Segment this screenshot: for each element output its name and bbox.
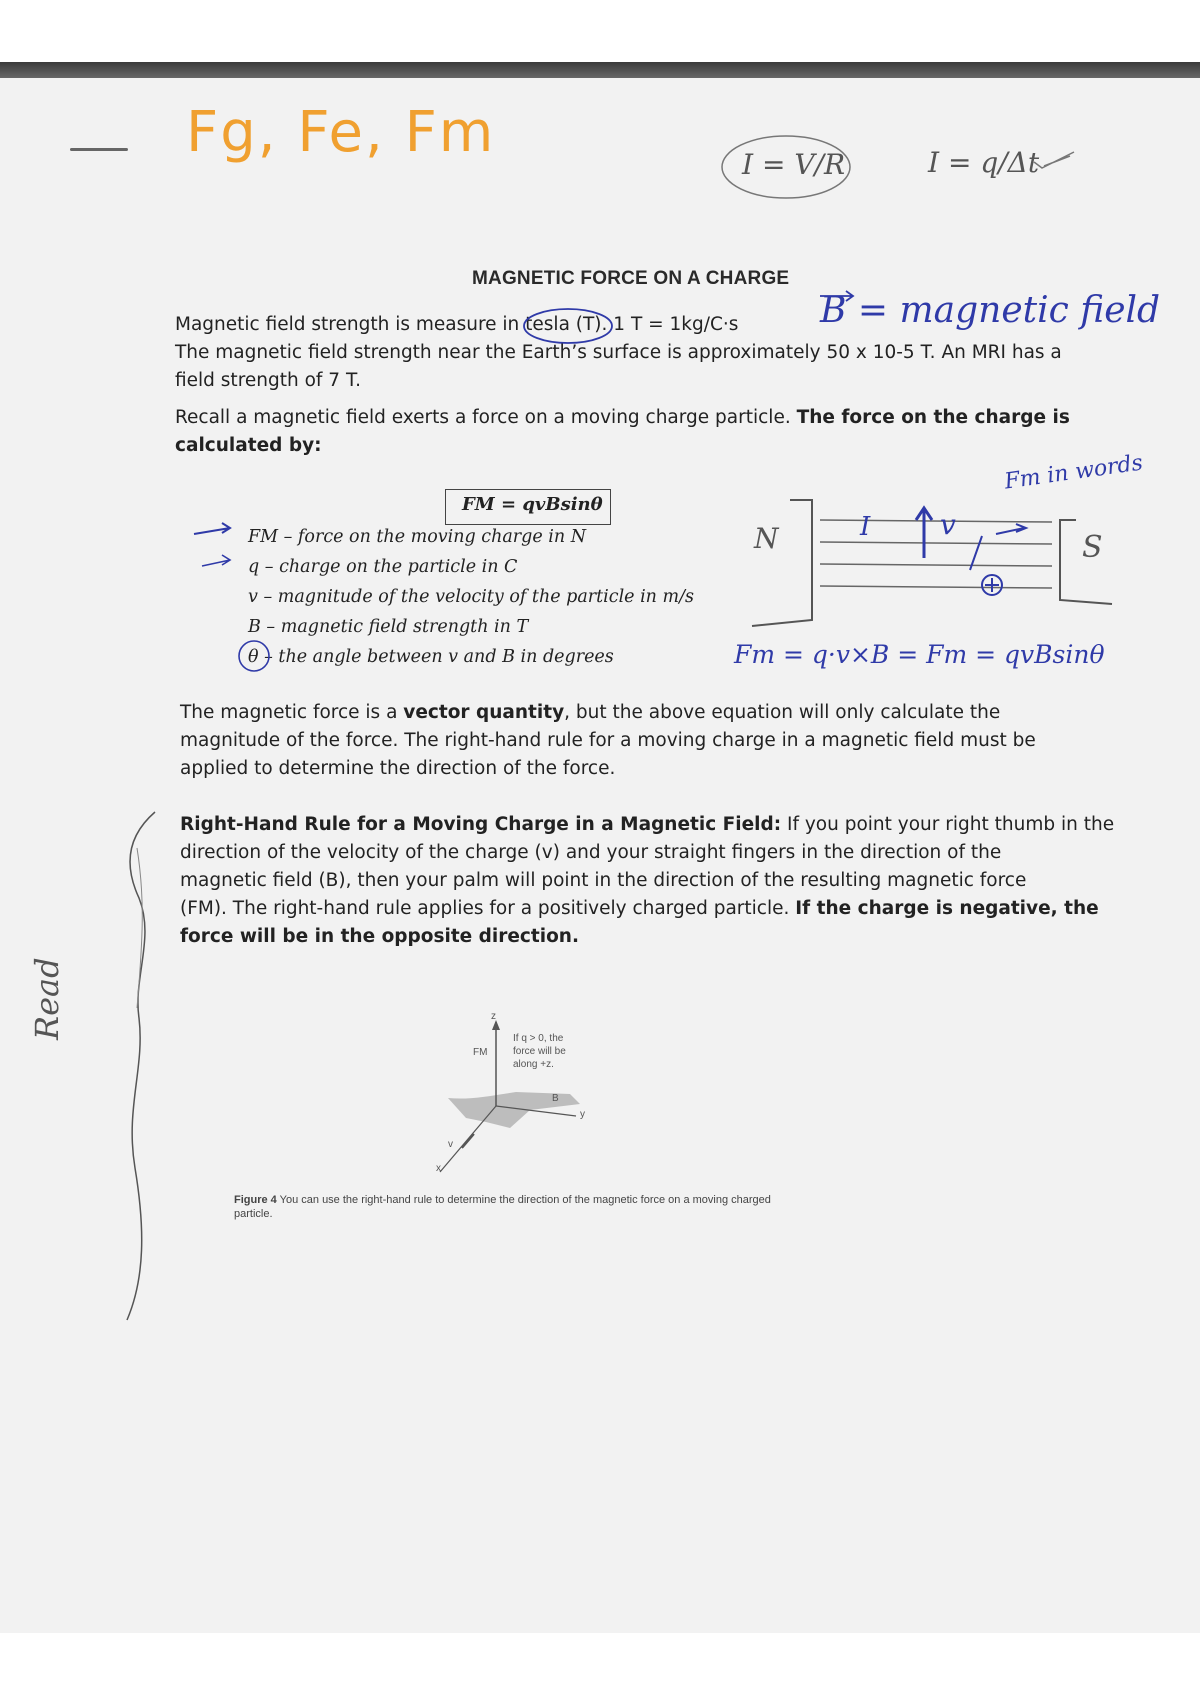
figure-caption <box>234 1193 774 1221</box>
handwritten-v-label: v <box>940 508 956 541</box>
variable-item: B – magnetic field strength in T <box>248 617 529 637</box>
handwritten-i-label: I <box>860 512 871 542</box>
paragraph-tesla <box>175 311 738 339</box>
text-span-bold: Right-Hand Rule for a Moving Charge in a Magnetic Field: <box>180 814 782 835</box>
text-span-bold: vector quantity <box>403 702 565 723</box>
paragraph-vector <box>180 699 1036 783</box>
figure-note-line: along +z. <box>513 1059 554 1070</box>
variable-list <box>248 522 694 672</box>
margin-bracket <box>115 808 175 1328</box>
theta-circle <box>236 638 272 674</box>
magnet-diagram <box>740 470 1120 640</box>
text-line: magnitude of the force. The right-hand rule for a moving charge in a magnetic field must be <box>180 730 1036 751</box>
text-span-bold: If the charge is negative, the <box>795 898 1099 919</box>
text-line: direction of the velocity of the charge (v) and your straight fingers in the direction of the <box>180 842 1002 863</box>
figure-b-label: B <box>552 1093 559 1104</box>
top-margin <box>0 0 1200 62</box>
text-span-bold: calculated by: <box>175 435 322 456</box>
text-line: field strength of 7 T. <box>175 370 361 391</box>
paragraph-force-recall <box>175 404 1070 460</box>
paragraph-right-hand-rule <box>180 811 1114 951</box>
formula: FM = qvBsinθ <box>462 494 603 515</box>
variable-item: v – magnitude of the velocity of the particle in m/s <box>248 587 694 607</box>
figure-axis-x: x <box>436 1163 441 1174</box>
figure-caption-text: You can use the right-hand rule to determine the direction of the magnetic force on a moving charged particle. <box>234 1194 771 1220</box>
text-span: The magnetic force is a <box>180 702 404 723</box>
bottom-margin <box>0 1633 1200 1698</box>
text-line: magnetic field (B), then your palm will point in the direction of the resulting magnetic force <box>180 870 1027 891</box>
variable-item: q – charge on the particle in C <box>248 557 518 577</box>
handwritten-ohm-law: I = V/R <box>742 148 846 181</box>
handwritten-arrow-icons <box>190 520 250 580</box>
variable-item: FM – force on the moving charge in N <box>248 527 587 547</box>
text-span: , but the above equation will only calculate the <box>564 702 1001 723</box>
figure-v-label: v <box>448 1139 453 1150</box>
text-span: If you point your right thumb in the <box>781 814 1115 835</box>
handwritten-read: Read <box>28 957 66 1040</box>
text-line: The magnetic field strength near the Earth’s surface is approximately 50 x 10-5 T. An MRI has a <box>175 342 1062 363</box>
figure-axis-z: z <box>491 1011 496 1022</box>
figure-note <box>513 1032 566 1071</box>
figure-note-line: If q > 0, the <box>513 1033 564 1044</box>
text-line: applied to determine the direction of the force. <box>180 758 616 779</box>
text-span-bold: The force on the charge is <box>796 407 1070 428</box>
text-span: Recall a magnetic field exerts a force on a moving charge particle. <box>175 407 797 428</box>
b-vector-arrow-icon <box>818 288 858 302</box>
margin-dash <box>70 148 128 151</box>
handwritten-n-pole: N <box>754 522 779 555</box>
figure-note-line: force will be <box>513 1046 566 1057</box>
figure-caption-label: Figure 4 <box>234 1194 277 1206</box>
handwritten-current: I = q/Δt <box>928 146 1040 179</box>
variable-item: θ – the angle between v and B in degrees <box>248 647 614 667</box>
handwritten-forces: Fg, Fe, Fm <box>186 100 496 165</box>
text-span: (FM). The right-hand rule applies for a positively charged particle. <box>180 898 796 919</box>
handwritten-fm-words: Fm in words <box>1002 450 1145 495</box>
text-line: Magnetic field strength is measure in tesla (T). 1 T = 1kg/C·s <box>175 314 739 335</box>
page-title: MAGNETIC FORCE ON A CHARGE <box>472 268 790 289</box>
check-mark-icon <box>1030 148 1080 172</box>
paragraph-earth-field <box>175 339 1062 395</box>
handwritten-b-field: B = magnetic field <box>820 290 1161 331</box>
text-span-bold: force will be in the opposite direction. <box>180 926 579 947</box>
figure-fm-label: FM <box>473 1047 488 1058</box>
figure-axis-y: y <box>580 1109 585 1120</box>
handwritten-fm-equation: Fm = q·v×B = Fm = qvBsinθ <box>734 640 1105 669</box>
handwritten-s-pole: S <box>1082 530 1103 565</box>
